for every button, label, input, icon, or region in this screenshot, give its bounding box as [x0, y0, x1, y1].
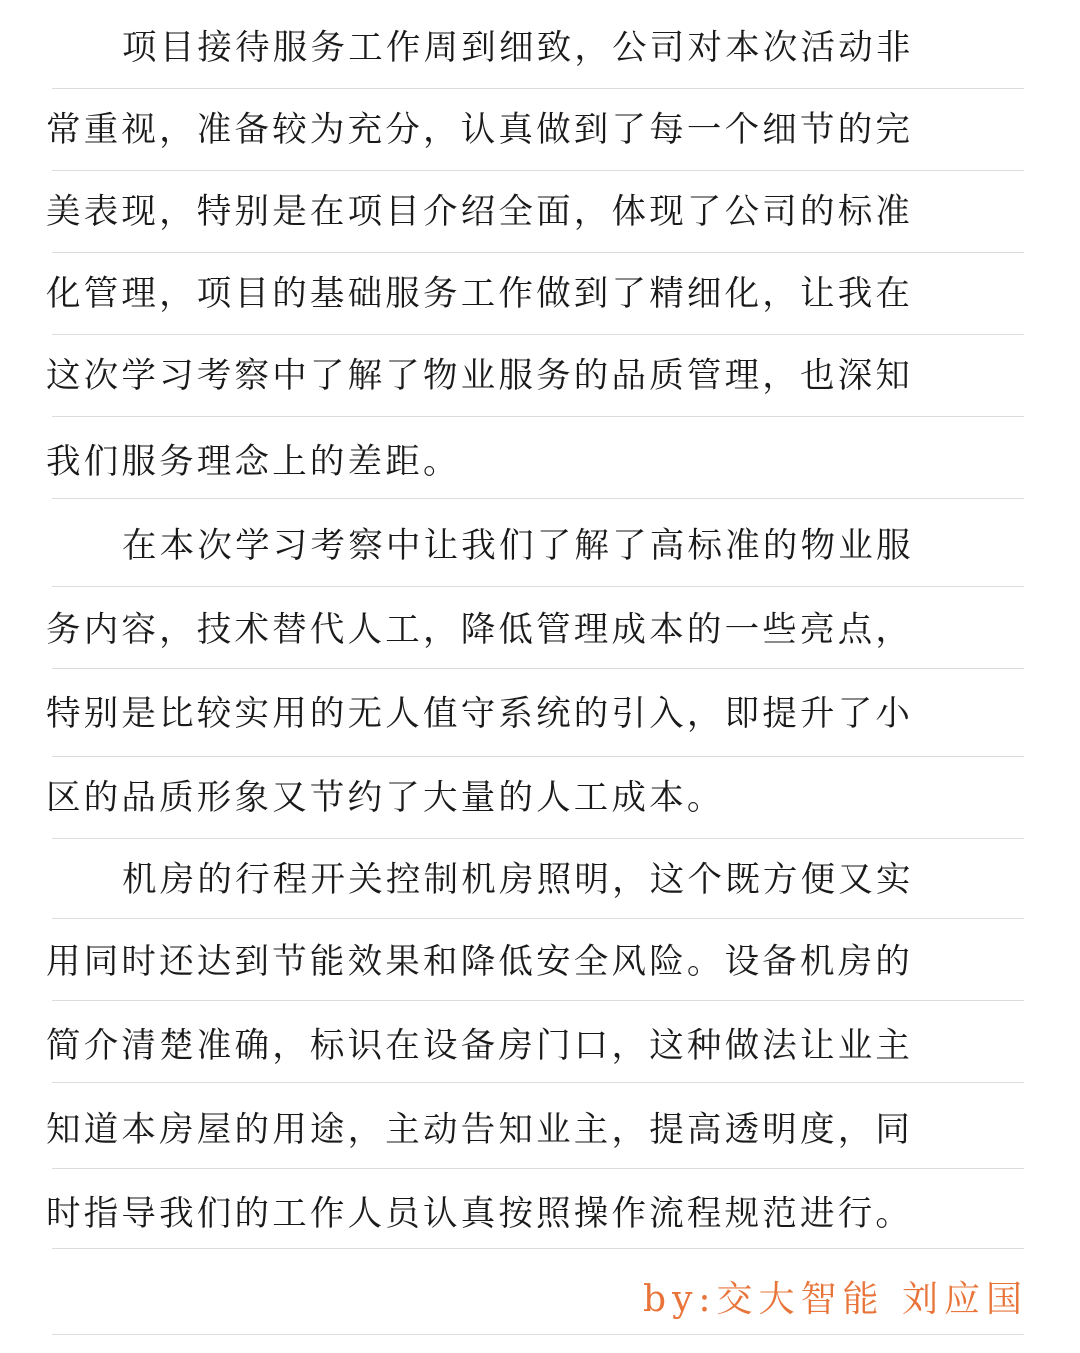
text-line: 项目接待服务工作周到细致，公司对本次活动非	[122, 28, 914, 68]
ruled-line	[52, 334, 1024, 335]
text-line: 常重视，准备较为充分，认真做到了每一个细节的完	[46, 110, 914, 150]
ruled-line	[52, 668, 1024, 669]
text-line: 务内容，技术替代人工，降低管理成本的一些亮点，	[46, 610, 914, 650]
text-line: 知道本房屋的用途，主动告知业主，提高透明度，同	[46, 1110, 914, 1150]
ruled-line	[52, 416, 1024, 417]
text-line: 区的品质形象又节约了大量的人工成本。	[46, 778, 725, 818]
ruled-line	[52, 1168, 1024, 1169]
text-line: 特别是比较实用的无人值守系统的引入，即提升了小	[46, 694, 914, 734]
text-line: 用同时还达到节能效果和降低安全风险。设备机房的	[46, 942, 914, 982]
ruled-line	[52, 586, 1024, 587]
text-line: 这次学习考察中了解了物业服务的品质管理，也深知	[46, 356, 914, 396]
ruled-line	[52, 838, 1024, 839]
ruled-line	[52, 918, 1024, 919]
ruled-line	[52, 1248, 1024, 1249]
ruled-line	[52, 252, 1024, 253]
text-line: 时指导我们的工作人员认真按照操作流程规范进行。	[46, 1194, 914, 1234]
ruled-line	[52, 1082, 1024, 1083]
text-line: 美表现，特别是在项目介绍全面，体现了公司的标准	[46, 192, 914, 232]
ruled-line	[52, 1334, 1024, 1335]
author-signature: by:交大智能 刘应国	[643, 1279, 1028, 1320]
ruled-line	[52, 170, 1024, 171]
text-line: 化管理，项目的基础服务工作做到了精细化，让我在	[46, 274, 914, 314]
text-line: 简介清楚准确，标识在设备房门口，这种做法让业主	[46, 1026, 914, 1066]
ruled-line	[52, 88, 1024, 89]
ruled-line	[52, 1000, 1024, 1001]
ruled-line	[52, 498, 1024, 499]
text-line: 机房的行程开关控制机房照明，这个既方便又实	[122, 860, 914, 900]
ruled-line	[52, 756, 1024, 757]
text-line: 在本次学习考察中让我们了解了高标准的物业服	[122, 526, 914, 566]
text-line: 我们服务理念上的差距。	[46, 442, 461, 482]
